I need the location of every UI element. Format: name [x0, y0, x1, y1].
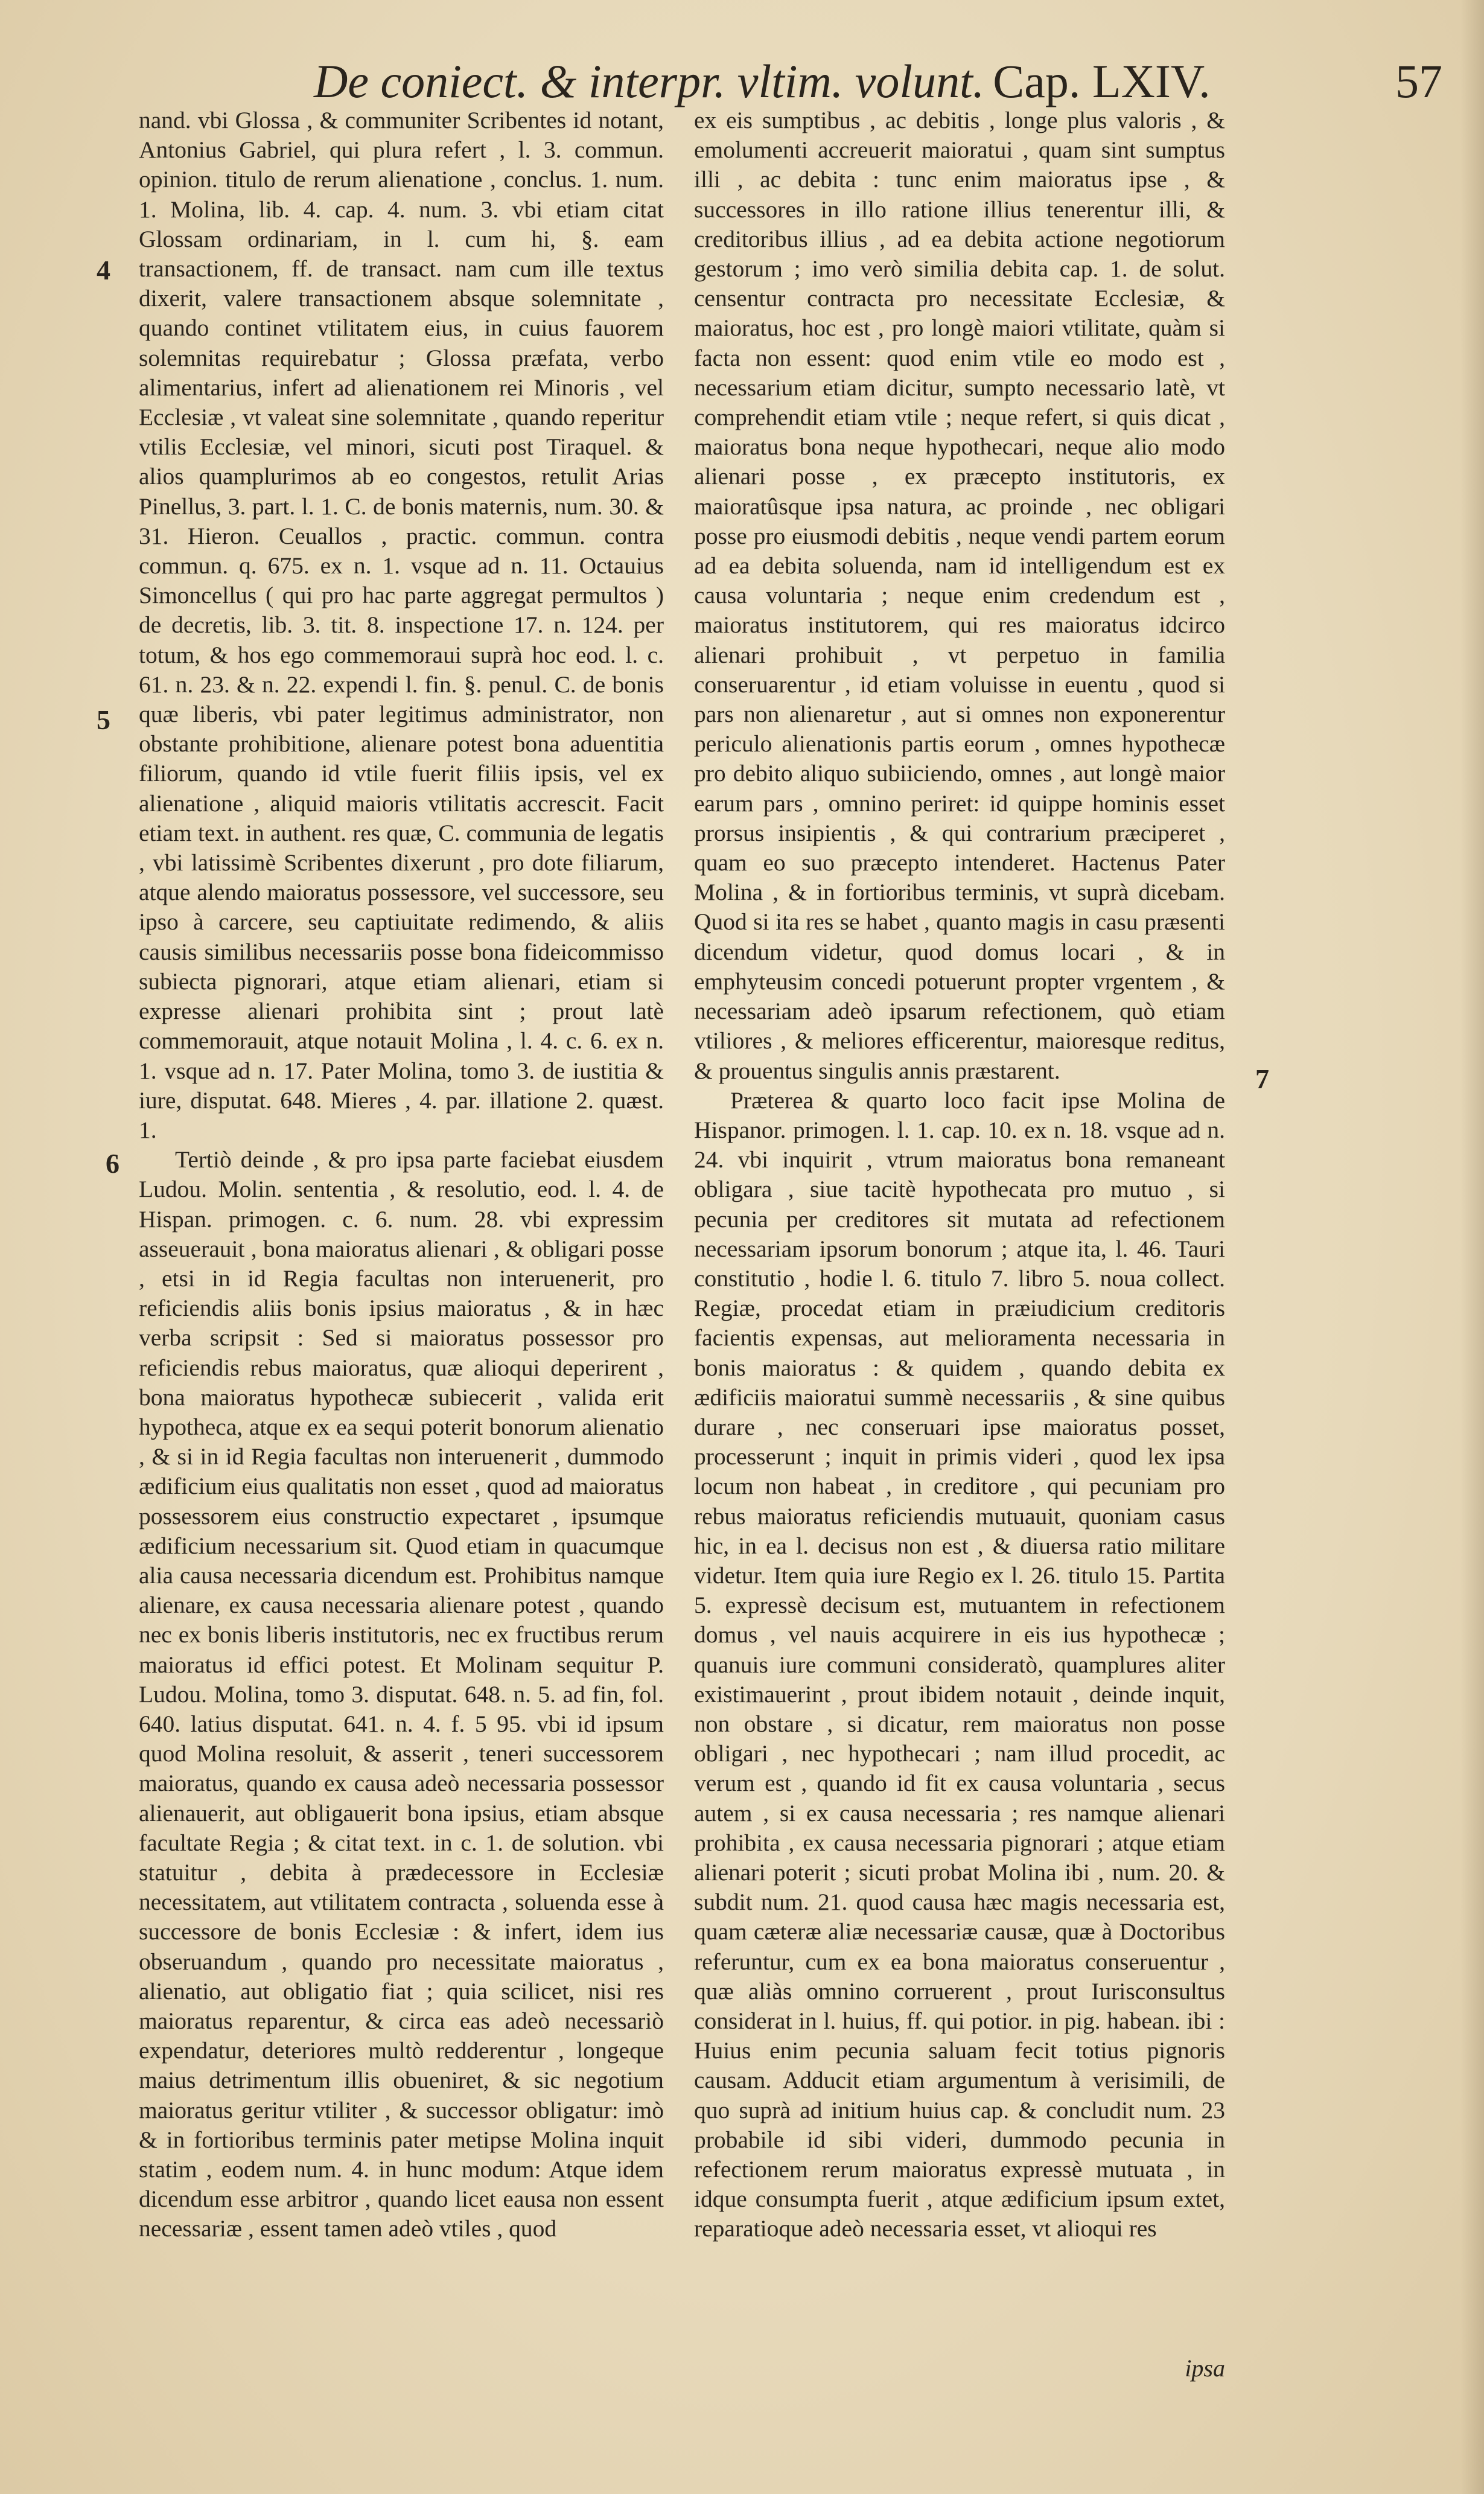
right-paragraph-1: ex eis sumptibus , ac debitis , longe plus valoris , & emolumenti accreuerit maioratui , quam sint sumptus illi , ac debita : tunc enim maioratus ipse , & successores in illo ratione illius tenerentur illi, & creditoribus illius , ad ea debita actione negotiorum gestorum ; imo verò similia debita cap. 1. de solut. censentur contracta pro necessitate Ecclesiæ, & maioratus, hoc est , pro longè maiori vtilitate, quàm si facta non essent: quod enim vtile eo modo est , necessarium etiam dicitur, sumpto necessario latè, vt comprehendit etiam vtile ; neque refert, si quis dicat , maioratus bona neque hypothecari, neque alio modo alienari posse , ex præcepto institutoris, ex maioratûsque ipsa natura, ac proinde , nec obligari posse pro eiusmodi debitis , neque vendi partem eorum ad ea debita soluenda, nam id intelligendum est ex causa voluntaria ; neque enim credendum est , maioratus institutorem, qui res maioratus idcirco alienari prohibuit , vt perpetuo in familia conseruarentur , id etiam voluisse in euentu , quod si pars non alienaretur , aut si omnes non exponerentur periculo alienationis partis eorum , omnes hypothecæ pro debito aliquo subiiciendo, omnes , aut longè maior earum pars , omnino periret: id quippe hominis esset prorsus insipientis , & qui contrarium præciperet , quam eo suo præcepto intenderet. Hactenus Pater Molina , & in fortioribus terminis, vt suprà dicebam. Quod si ita res se habet , quanto magis in casu præsenti dicendum videtur, quod domus locari , & in emphyteusim concedi potuerunt propter vrgentem , & necessariam adeò ipsarum refectionem, quò etiam vtiliores , & meliores efficerentur, maioresque reditus, & prouentus singulis annis præstarent. — [694, 107, 1225, 1084]
margin-number-4: 4 — [97, 255, 110, 285]
page-edge-shadow — [1460, 0, 1484, 2494]
left-column — [139, 106, 664, 2315]
margin-number-7: 7 — [1255, 1064, 1269, 1094]
page-number: 57 — [1395, 55, 1442, 107]
running-title: De coniect. & interpr. vltim. volunt. — [314, 55, 985, 107]
left-paragraph-1: nand. vbi Glossa , & communiter Scribentes id notant, Antonius Gabriel, qui plura refert , l. 3. commun. opinion. titulo de rerum alienatione , conclus. 1. num. 1. Molina, lib. 4. cap. 4. num. 3. vbi etiam citat Glossam ordinariam, in l. cum hi, §. eam transactionem, ff. de transact. nam cum ille textus dixerit, valere transactionem absque solemnitate , quando continet vtilitatem eius, in cuius fauorem solemnitas requirebatur ; Glossa præfata, verbo alimentarius, infert ad alienationem rei Minoris , vel Ecclesiæ , vt valeat sine solemnitate , quando reperitur vtilis Ecclesiæ, vel minori, sicuti post Tiraquel. & alios quamplurimos ab eo congestos, retulit Arias Pinellus, 3. part. l. 1. C. de bonis maternis, num. 30. & 31. Hieron. Ceuallos , practic. commun. contra commun. q. 675. ex n. 1. vsque ad n. 11. Octauius Simoncellus ( qui pro hac parte aggregat permultos ) de decretis, lib. 3. tit. 8. inspectione 17. n. 124. per totum, & hos ego commemoraui suprà hoc eod. l. c. 61. n. 23. & n. 22. expendi l. fin. §. penul. C. de bonis quæ liberis, vbi pater legitimus administrator, non obstante prohibitione, alienare potest bona aduentitia filiorum, quando id vtile fuerit filiis ipsis, vel ex alienatione , aliquid maioris vtilitatis accrescit. Facit etiam text. in authent. res quæ, C. communia de legatis , vbi latissimè Scribentes dixerunt , pro dote filiarum, atque alendo maioratus possessore, vel successore, seu ipso à carcere, seu captiuitate redimendo, & aliis causis similibus necessariis posse bona fideicommisso subiecta pignorari, atque etiam alienari, etiam si expresse alienari prohibita sint ; prout latè commemorauit, atque notauit Molina , l. 4. c. 6. ex n. 1. vsque ad n. 17. Pater Molina, tomo 3. de iustitia & iure, disputat. 648. Mieres , 4. par. illatione 2. quæst. 1. — [139, 107, 664, 1143]
margin-number-5: 5 — [97, 704, 110, 735]
right-column — [694, 106, 1225, 2393]
catchword: ipsa — [1185, 2355, 1225, 2382]
right-paragraph-2: Præterea & quarto loco facit ipse Molina de Hispanor. primogen. l. 1. cap. 10. ex n. 18. vsque ad n. 24. vbi inquirit , vtrum maioratus bona remaneant obligara , siue tacitè hypothecata pro mutuo , si pecunia per creditores sit mutata ad refectionem necessariam ipsorum bonorum ; atque ita, l. 46. Tauri constitutio , hodie l. 6. titulo 7. libro 5. noua collect. Regiæ, procedat etiam in præiudicium creditoris facientis expensas, aut melioramenta necessaria in bonis maioratus : & quidem , quando debita ex ædificiis maioratui summè necessariis , & sine quibus durare , nec conseruari ipse maioratus posset, processerunt ; inquit in primis videri , quod lex ipsa locum non habeat , in creditore , qui pecuniam pro rebus maioratus reficiendis mutuauit, quoniam casus hic, in ea l. decisus non est , & diuersa ratio militare videtur. Item quia iure Regio ex l. 26. titulo 15. Partita 5. expressè decisum est, mutuantem in refectionem domus , vel nauis acquirere in eis ius hypothecæ ; quanuis iure communi consideratò, quamplures aliter existimauerint , prout ibidem notauit , deinde inquit, non obstare , si dicatur, rem maioratus non posse obligari , nec hypothecari ; nam illud procedit, ac verum est , quando id fit ex causa voluntaria , secus autem , si ex causa necessaria ; res namque alienari prohibita , ex causa necessaria pignorari ; atque etiam alienari poterit ; sicuti probat Molina ibi , num. 20. & subdit num. 21. quod causa hæc magis necessaria est, quam cæteræ aliæ necessariæ causæ, quæ à Doctoribus referuntur, cum ex ea bona maioratus conseruentur , quæ aliàs omnino corruerent , prout Iurisconsultus considerat in l. huius, ff. qui potior. in pig. habean. ibi : Huius enim pecunia saluam fecit totius pignoris causam. Adducit etiam argumentum à verisimili, de quo suprà ad initium huius cap. & concludit num. 23 probabile id sibi videri, dummodo pecunia in refectionem rerum maioratus expressè mutuata , in idque consumpta fuerit , atque ædificium ipsum extet, reparatioque adeò necessaria esset, vt alioqui res — [694, 1086, 1225, 2242]
margin-number-6: 6 — [106, 1148, 119, 1179]
chapter-label: Cap. LXIV. — [993, 55, 1211, 107]
left-paragraph-2: Tertiò deinde , & pro ipsa parte faciebat eiusdem Ludou. Molin. sententia , & resolutio, eod. l. 4. de Hispan. primogen. c. 6. num. 28. vbi expressim asseuerauit , bona maioratus alienari , & obligari posse , etsi in id Regia facultas non interuenerit, pro reficiendis aliis bonis ipsius maioratus , & in hæc verba scripsit : Sed si maioratus possessor pro reficiendis rebus maioratus, quæ alioqui deperirent , bona maioratus hypothecæ subiecerit , valida erit hypotheca, atque ex ea sequi poterit bonorum alienatio , & si in id Regia facultas non interuenerit , dummodo ædificium eius qualitatis non esset , quod ad maioratus possessorem eius constructio expectaret , ipsumque ædificium necessarium sit. Quod etiam in quacumque alia causa necessaria dicendum est. Prohibitus namque alienare, ex causa necessaria alienare potest , quando nec ex bonis liberis institutoris, nec ex fructibus rerum maioratus id effici potest. Et Molinam sequitur P. Ludou. Molina, tomo 3. disputat. 648. n. 5. ad fin, fol. 640. latius disputat. 641. n. 4. f. 5 95. vbi id ipsum quod Molina resoluit, & asserit , teneri successorem maioratus, quando ex causa adeò necessaria possessor alienauerit, aut obligauerit bona ipsius, etiam absque facultate Regia ; & citat text. in c. 1. de solution. vbi statuitur , debita à prædecessore in Ecclesiæ necessitatem, aut vtilitatem contracta , soluenda esse à successore de bonis Ecclesiæ : & infert, idem ius obseruandum , quando pro necessitate maioratus , alienatio, aut obligatio fiat ; quia scilicet, nisi res maioratus reparentur, & circa eas adeò necessariò expendatur, deteriores multò redderentur , longeque maius detrimentum illis obueniret, & sic negotium maioratus geritur vtiliter , & successor obligatur: imò & in fortioribus terminis pater metipse Molina inquit statim , eodem num. 4. in hunc modum: Atque idem dicendum esse arbitror , quando licet eausa non essent necessariæ , essent tamen adeò vtiles , quod — [139, 1146, 664, 2242]
